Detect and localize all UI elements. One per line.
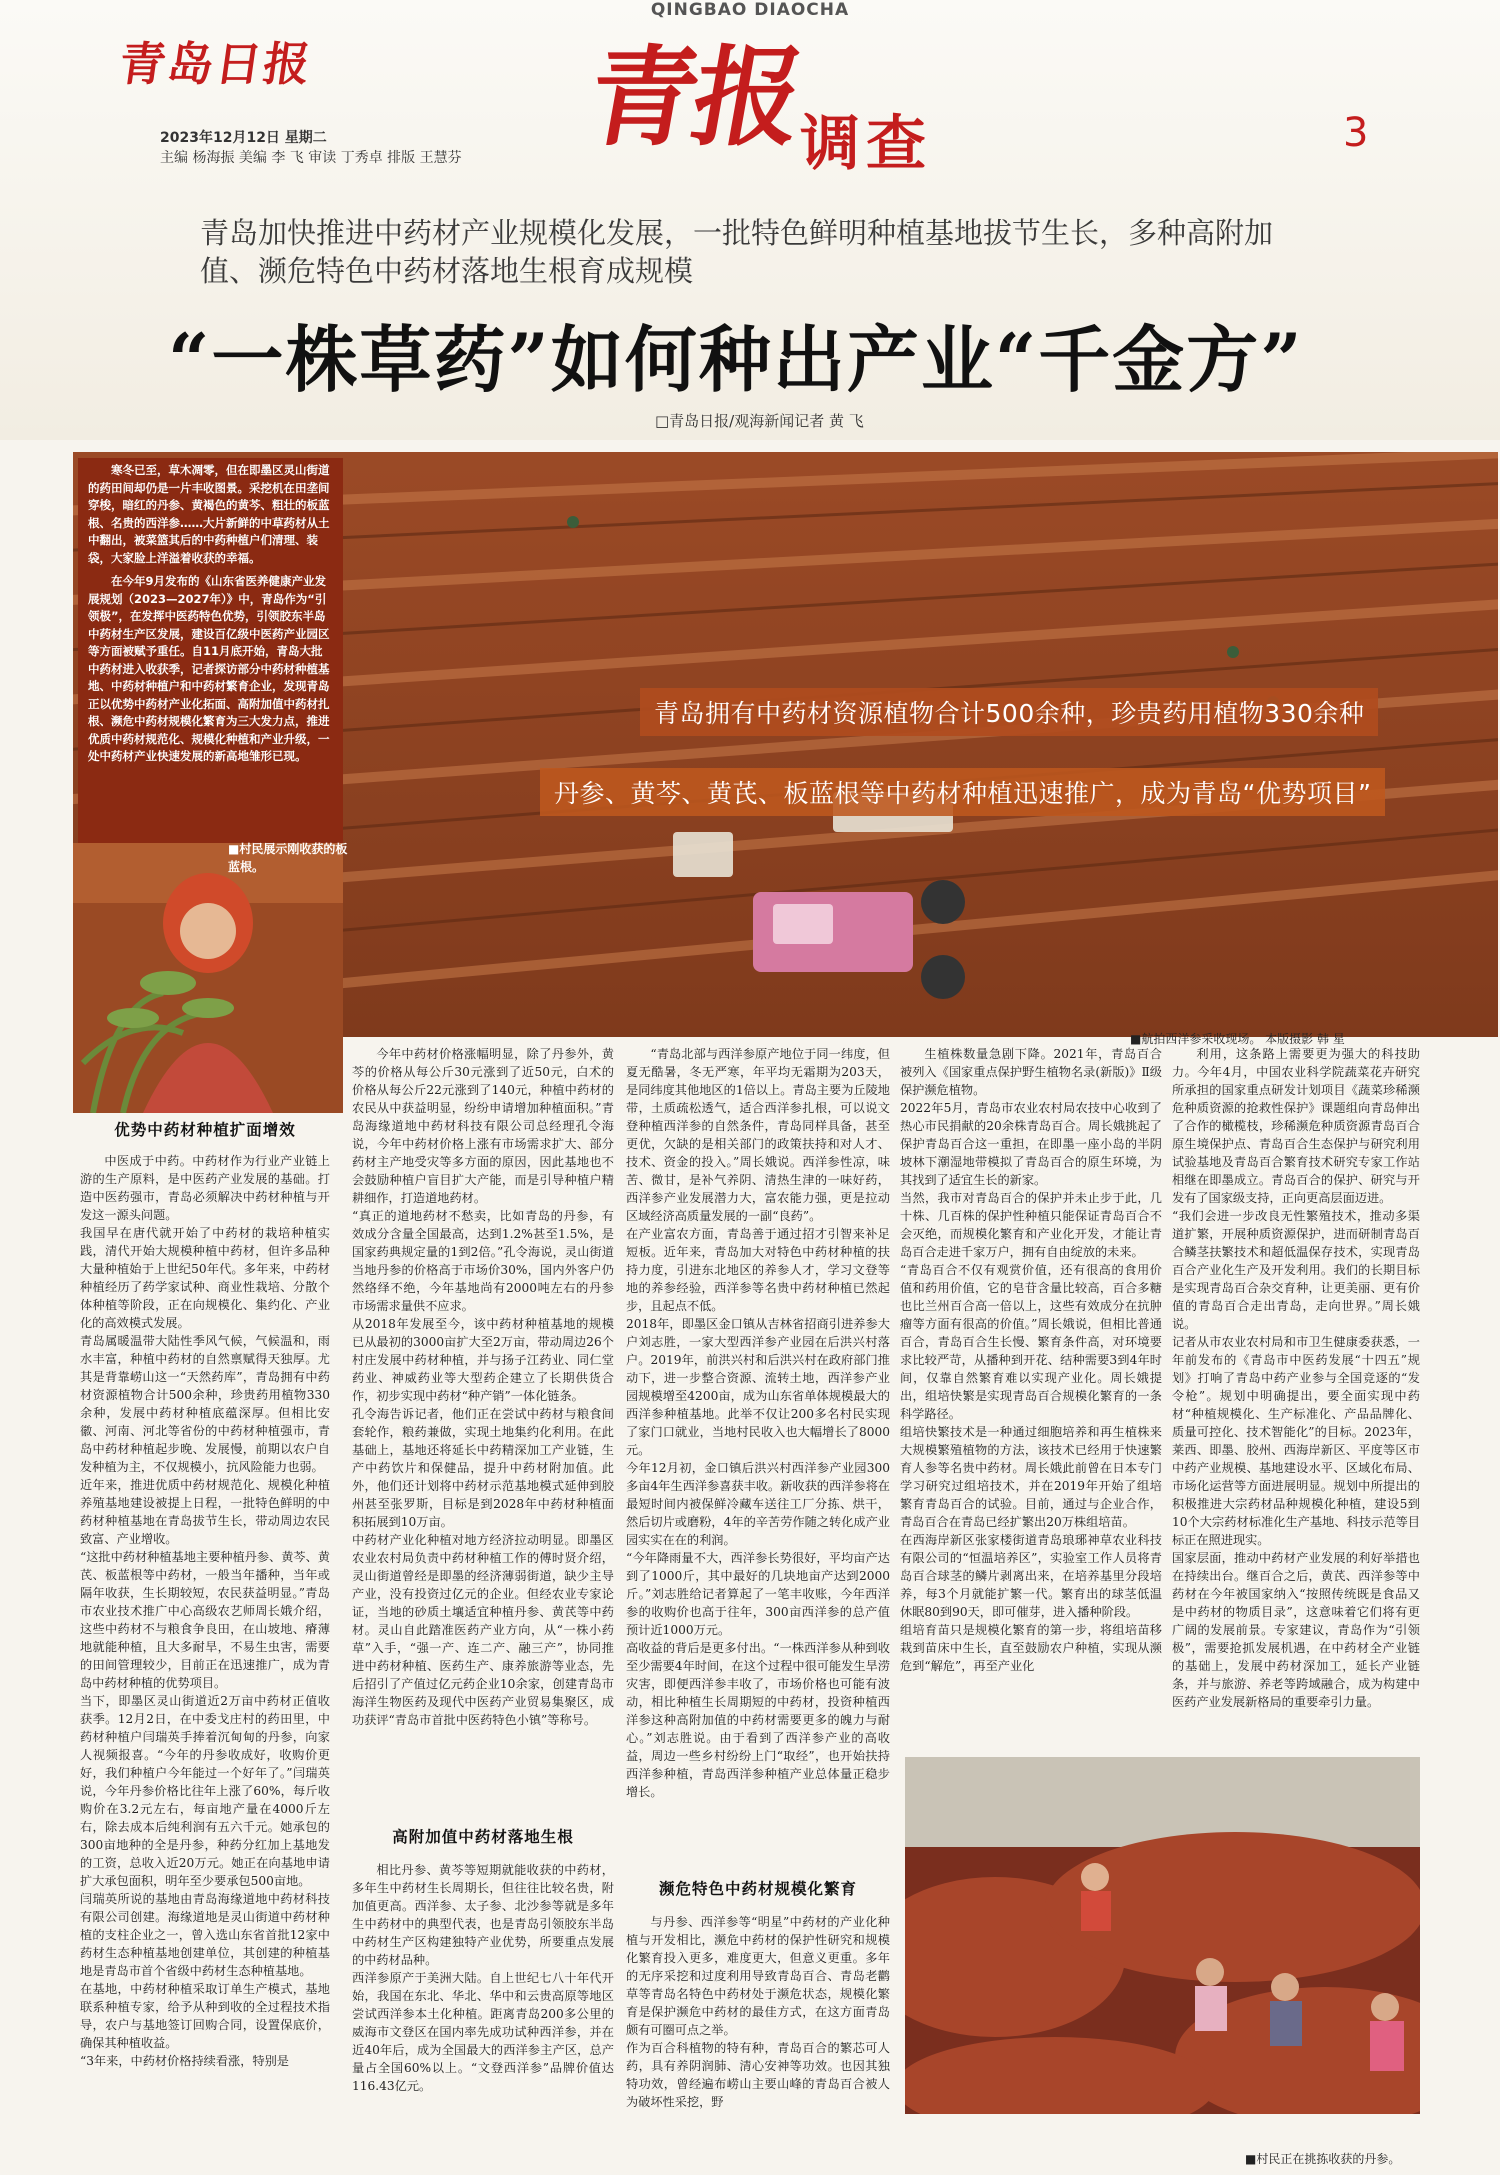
portrait-caption: ■村民展示刚收获的板蓝根。 bbox=[228, 842, 348, 874]
body-text: 今年中药材价格涨幅明显，除了丹参外，黄芩的价格从每公斤30元涨到了近50元，白术的价格从每公斤22元涨到了140元，种植中药材的农民从中获益明显，纷纷申请增加种植面积。”青岛海缘道地中药材科技有限公司总经理孔令海说，今年中药材价格上涨有市场需求扩大、部分药材主产地受灾等多方面的原因，因此基地也不会鼓励种植户盲目扩大产能，而是引导种植户精耕细作，打造道地药材。 “真正的道地药材不愁卖，比如青岛的丹参，有效成分含量全国最高，达到1.2%甚至1.5%，是国家药典规定量的1到2倍。”孔令海说，灵山街道当地丹参的价格高于市场价30%，国内外客户仍然络绎不绝，今年基地尚有2000吨左右的丹参市场需求量供不应求。 从2018年发展至今，该中药材种植基地的规模已从最初的3000亩扩大至2万亩，带动周边26个村庄发展中药材种植，并与扬子江药业、同仁堂药业、神威药业等大型药企建立了长期供货合作，初步实现中药材“种产销”一体化链条。 孔令海告诉记者，他们正在尝试中药材与粮食间套轮作，粮药兼做，实现土地集约化利用。在此基础上，基地还将延长中药精深加工产业链，生产中药饮片和保健品，提升中药材附加值。此外，他们还计划将中药材示范基地模式延伸到胶州甚至张罗斯，目标是到2028年中药材种植面积拓展到10万亩。 中药材产业化种植对地方经济拉动明显。即墨区农业农村局负责中药材种植工作的傅时贤介绍，灵山街道曾经是即墨的经济薄弱街道，缺少主导产业，没有投资过亿元的企业。但经农业专家论证，当地的砂质土壤适宜种植丹参、黄芪等中药材。灵山自此踏准医药产业方向，从“一株小药草”入手，“强一产、连二产、融三产”，协同推进中药材种植、医药生产、康养旅游等业态，先后招引了产值过亿元药企业10余家，创建青岛市海洋生物医药及现代中医药产业贸易集聚区，成功获评“青岛市首批中医药特色小镇”等称号。 bbox=[352, 1047, 614, 1727]
section-logo: 青报 bbox=[578, 35, 810, 161]
column-4 bbox=[900, 1045, 1162, 1745]
page-number: 3 bbox=[1343, 110, 1369, 156]
intro-panel bbox=[78, 458, 343, 843]
sorting-photo-caption: ■村民正在挑拣收获的丹参。 bbox=[1245, 2152, 1401, 2166]
issue-meta bbox=[160, 128, 462, 168]
section-logo-sub: 调查 bbox=[800, 109, 932, 179]
body-text: 生植株数量急剧下降。2021年，青岛百合被列入《国家重点保护野生植物名录(新版)》Ⅱ级保护濒危植物。 2022年5月，青岛市农业农村局农技中心收到了热心市民捐献的20余株青岛百合。周长娥挑起了保护青岛百合这一重担，在即墨一座小岛的半阴坡林下潮湿地带模拟了青岛百合的原生环境，为其找到了适宜生长的新家。 当然，我市对青岛百合的保护并未止步于此，几十株、几百株的保护性种植只能保证青岛百合不会灭绝，而规模化繁育和产业化开发，才能让青岛百合走进千家万户，拥有自由绽放的未来。 “青岛百合不仅有观赏价值，还有很高的食用价值和药用价值，它的皂苷含量比较高，百合多糖也比兰州百合高一倍以上，这些有效成分在抗肿瘤等方面有很高的价值。”周长娥说，但相比普通百合，青岛百合生长慢、繁育条件高，对环境要求比较严苛，从播种到开花、结种需要3到4年时间，仅靠自然繁育难以实现产业化。周长娥提出，组培快繁是实现青岛百合规模化繁育的一条科学路径。 组培快繁技术是一种通过细胞培养和再生植株来大规模繁殖植物的方法，该技术已经用于快速繁育人参等名贵中药材。周长娥此前曾在日本专门学习研究过组培技术，并在2019年开始了组培繁育青岛百合的试验。目前，通过与企业合作，青岛百合在青岛已经扩繁出20万株组培苗。 在西海岸新区张家楼街道青岛琅琊神草农业科技有限公司的“恒温培养区”，实验室工作人员将青岛百合球茎的鳞片剥离出来，在培养基里分段培养，每3个月就能扩繁一代。繁育出的球茎低温休眠80到90天，即可催芽，进入播种阶段。 组培育苗只是规模化繁育的第一步，将组培苗移栽到苗床中生长，直至鼓励农户种植，实现从濒危到“解危”，再至产业化 bbox=[900, 1047, 1162, 1673]
portrait-illustration bbox=[73, 843, 343, 1113]
sorting-danshen-photo bbox=[905, 1757, 1420, 2114]
aerial-photo-caption: ■航拍西洋参采收现场。 本版摄影 韩 星 bbox=[1130, 1032, 1345, 1046]
body-text: “青岛北部与西洋参原产地位于同一纬度，但夏无酷暑，冬无严寒，年平均无霜期为203天，是同纬度其他地区的1倍以上。青岛主要为丘陵地带，土质疏松透气，适合西洋参扎根，可以说文登种植西洋参的自然条件，青岛同样具备，甚至更优，欠缺的是相关部门的政策扶持和对人才、技术、资金的投入。”周长娥说。西洋参性凉，味苦、微甘，是补气养阴、清热生津的一味好药，西洋参产业发展潜力大，富农能力强，更是拉动区域经济高质量发展的一副“良药”。 在产业富农方面，青岛善于通过招才引智来补足短板。近年来，青岛加大对特色中药材种植的扶持力度，引进东北地区的养参人才，学习文登等地的养参经验，西洋参等名贵中药材种植已然起步，且起点不低。 2018年，即墨区金口镇从吉林省招商引进养参大户刘志胜，一家大型西洋参产业园在后洪兴村落户。2019年，前洪兴村和后洪兴村在政府部门推动下，进一步整合资源、流转土地，西洋参产业园规模增至4200亩，成为山东省单体规模最大的西洋参种植基地。此举不仅让200多名村民实现了家门口就业，当地村民收入也大幅增长了8000元。 今年12月初，金口镇后洪兴村西洋参产业园300多亩4年生西洋参喜获丰收。新收获的西洋参将在最短时间内被保鲜冷藏车送往工厂分拣、烘干，然后切片或磨粉，4年的辛苦劳作随之转化成产业园实实在在的利润。 “今年降雨量不大，西洋参长势很好，平均亩产达到了1000斤，其中最好的几块地亩产达到2000斤。”刘志胜给记者算起了一笔丰收账，今年西洋参的收购价也高于往年，300亩西洋参的总产值预计近1000万元。 高收益的背后是更多付出。“一株西洋参从种到收至少需要4年时间，在这个过程中很可能发生旱涝灾害，即便西洋参丰收了，市场价格也可能有波动，相比种植生长周期短的中药材，投资种植西洋参这种高附加值的中药材需要更多的魄力与耐心。”刘志胜说。由于看到了西洋参产业的高收益，周边一些乡村纷纷上门“取经”，也开始扶持西洋参种植，青岛西洋参种植产业总体量正稳步增长。 bbox=[626, 1047, 890, 1799]
subheading: 高附加值中药材落地生根 bbox=[392, 1828, 574, 1846]
column-2 bbox=[352, 1045, 614, 2126]
column-1 bbox=[80, 1118, 330, 2127]
villager-portrait-photo bbox=[73, 843, 343, 1113]
subheading: 濒危特色中药材规模化繁育 bbox=[658, 1880, 857, 1898]
body-text: 利用，这条路上需要更为强大的科技助力。今年4月，中国农业科学院蔬菜花卉研究所承担的国家重点研发计划项目《蔬菜珍稀濒危种质资源的抢救性保护》课题组向青岛伸出了合作的橄榄枝，珍稀濒危种质资源青岛百合原生境保护点、青岛百合生态保护与研究利用试验基地及青岛百合繁育技术研究专家工作站相继在即墨成立。青岛百合的保护、研究与开发有了国家级支持，正向更高层面迈进。 “我们会进一步改良无性繁殖技术，推动多渠道扩繁，开展种质资源保护，进而研制青岛百合鳞茎扶繁技术和超低温保存技术，实现青岛百合产业化生产及开发利用。我们的长期目标是实现青岛百合杂交育种，让更美丽、更有价值的青岛百合走出青岛，走向世界。”周长娥说。 记者从市农业农村局和市卫生健康委获悉，一年前发布的《青岛市中医药发展“十四五”规划》打响了青岛中药产业参与全国竞逐的“发令枪”。规划中明确提出，要全面实现中药材“种植规模化、生产标准化、产品品牌化、质量可控化、技术智能化”的目标。2023年，莱西、即墨、胶州、西海岸新区、平度等区市中药产业规模、基地建设水平、区域化布局、市场化运营等方面进展明显。规划中所提出的积极推进大宗药材品种规模化种植，建设5到10个大宗药材标准化生产基地、科技示范等目标正在照进现实。 国家层面，推动中药材产业发展的利好举措也在持续出台。继百合之后，黄芪、西洋参等中药材在今年被国家纳入“按照传统既是食品又是中药材的物质目录”，这意味着它们将有更广阔的发展前景。专家建议，青岛作为“引领极”，需要抢抓发展机遇，在中药材全产业链的基础上，发展中药材深加工，延长产业链条，并与旅游、养老等跨域融合，成为构建中医药产业发展新格局的重要牵引力量。 bbox=[1172, 1047, 1420, 1709]
body-text: 中医成于中药。中药材作为行业产业链上游的生产原料，是中医药产业发展的基础。打造中医药强市，青岛必须解决中药材种植与开发这一源头问题。 我国早在唐代就开始了中药材的栽培种植实践，清代开始大规模种植中药材，但许多品种大量种植始于上世纪50年代。多年来，中药材种植经历了药学家试种、商业性栽培、分散个体种植等阶段，正在向规模化、集约化、产业化的高效模式发展。 青岛属暖温带大陆性季风气候，气候温和，雨水丰富，种植中药材的自然禀赋得天独厚。尤其是背靠崂山这一“天然药库”，青岛拥有中药材资源植物合计500余种，珍贵药用植物330余种，发展中药材种植底蕴深厚。但相比安徽、河南、河北等省份的中药材种植强市，青岛中药材种植起步晚、发展慢，前期以农户自发种植为主，不仅规模小，抗风险能力也弱。 近年来，推进优质中药材规范化、规模化种植养殖基地建设被提上日程，一批特色鲜明的中药材种植基地在青岛拔节生长，带动周边农民致富、产业增收。 “这批中药材种植基地主要种植丹参、黄芩、黄芪、板蓝根等中药材，一般当年播种，当年或隔年收获，生长期较短，农民获益明显。”青岛市农业技术推广中心高级农艺师周长娥介绍，这些中药材不与粮食争良田，在山坡地、瘠薄地就能种植，且大多耐旱，不易生虫害，需要的田间管理较少，目前正在迅速推广，成为青岛中药材种植的优势项目。 当下，即墨区灵山街道近2万亩中药材正值收获季。12月2日，在中委戈庄村的药田里，中药材种植户闫瑞英手捧着沉甸甸的丹参，向家人视频报喜。“今年的丹参收成好，收购价更好，我们种植户今年能过一个好年了。”闫瑞英说，今年丹参价格比往年上涨了60%，每斤收购价在3.2元左右，每亩地产量在4000斤左右，除去成本后纯利润有五六千元。她承包的300亩地种的全是丹参，种药分红加上基地发的工资，总收入近20万元。她正在向基地申请扩大承包面积，明年至少要承包500亩地。 闫瑞英所说的基地由青岛海缘道地中药材科技有限公司创建。海缘道地是灵山街道中药材种植的支柱企业之一，曾入选山东省首批12家中药材生态种植基地创建单位，其创建的种植基地是青岛市首个省级中药材生态种植基地。 在基地，中药材种植采取订单生产模式，基地联系种植专家，给予从种到收的全过程技术指导，农户与基地签订回购合同，设置保底价，确保其种植收益。 “3年来，中药材价格持续看涨，特别是 bbox=[80, 1154, 330, 2068]
body-text: 与丹参、西洋参等“明星”中药材的产业化种植与开发相比，濒危中药材的保护性研究和规模化繁育投入更多，难度更大，但意义更重。多年的无序采挖和过度利用导致青岛百合、青岛老鹳草等青岛名特色中药材处于濒危状态，规模化繁育是保护濒危中药材的最佳方式，在这方面青岛颇有可圈可点之举。 作为百合科植物的特有种，青岛百合的繁芯可人药，具有养阴润肺、清心安神等功效。也因其独特功效，曾经遍布崂山主要山峰的青岛百合被人为破坏性采挖，野 bbox=[626, 1915, 890, 2109]
body-text: 相比丹参、黄芩等短期就能收获的中药材，多年生中药材生长周期长，但往往比较名贵，附加值更高。西洋参、太子参、北沙参等就是多年生中药材中的典型代表，也是青岛引领胶东半岛中药材生产区构建独特产业优势，所要重点发展的中药材品种。 西洋参原产于美洲大陆。自上世纪七八十年代开始，我国在东北、华北、华中和云贵高原等地区尝试西洋参本土化种植。距离青岛200多公里的威海市文登区在国内率先成功试种西洋参，并在近40年后，成为全国最大的西洋参主产区，总产量占全国60%以上。“文登西洋参”品牌价值达116.43亿元。 bbox=[352, 1863, 614, 2093]
sorting-illustration bbox=[905, 1757, 1420, 2114]
stat-banner: 青岛拥有中药材资源植物合计500余种，珍贵药用植物330余种 bbox=[640, 688, 1378, 736]
stat-banner: 丹参、黄芩、黄芪、板蓝根等中药材种植迅速推广，成为青岛“优势项目” bbox=[540, 768, 1385, 816]
subheading: 优势中药材种植扩面增效 bbox=[114, 1121, 296, 1139]
column-5 bbox=[1172, 1045, 1420, 1745]
newspaper-brand-logo: 青岛日报 bbox=[115, 37, 316, 91]
issue-date: 2023年12月12日 星期二 bbox=[160, 130, 327, 146]
staff-credits: 主编 杨海振 美编 李 飞 审读 丁秀卓 排版 王慧芬 bbox=[160, 150, 462, 166]
intro-paragraph: 寒冬已至，草木凋零，但在即墨区灵山街道的药田间却仍是一片丰收图景。采挖机在田垄间穿梭，暗红的丹参、黄褐色的黄芩、粗壮的板蓝根、名贵的西洋参……大片新鲜的中草药材从土中翻出，被菜篮其后的中药种植户们清理、装袋，大家脸上洋溢着收获的幸福。 bbox=[88, 463, 330, 565]
article-headline: “一株草药”如何种出产业“千金方” bbox=[168, 317, 1304, 402]
column-3 bbox=[626, 1045, 890, 2128]
section-pinyin: QINGBAO DIAOCHA bbox=[650, 0, 850, 20]
intro-paragraph: 在今年9月发布的《山东省医养健康产业发展规划（2023—2027年）》中，青岛作为“引领极”，在发挥中医药特色优势，引领胶东半岛中药材生产区发展，建设百亿级中医药产业园区等方面被赋予重任。自11月底开始，青岛大批中药材进入收获季，记者探访部分中药材种植基地、中药材种植户和中药材繁育企业，发现青岛正以优势中药材产业化拓面、高附加值中药材扎根、濒危中药材规模化繁育为三大发力点，推进优质中药材规范化、规模化种植和产业升级，一处中药材产业快速发展的新高地雏形已现。 bbox=[88, 574, 330, 763]
article-deck: 青岛加快推进中药材产业规模化发展，一批特色鲜明种植基地拔节生长，多种高附加值、濒危特色中药材落地生根育成规模 bbox=[200, 216, 1274, 288]
article-byline: □青岛日报/观海新闻记者 黄 飞 bbox=[655, 412, 864, 430]
